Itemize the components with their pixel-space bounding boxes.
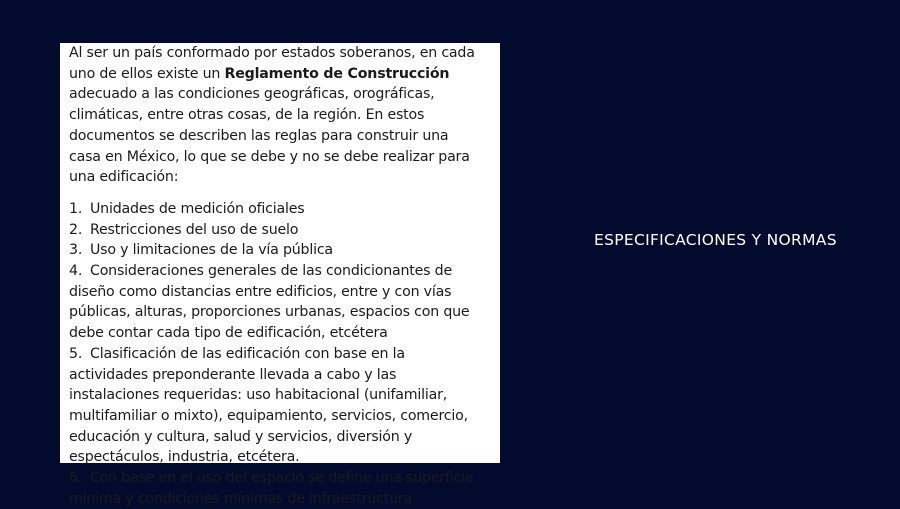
list-item-number: 3. [69,242,83,259]
list-item [69,261,478,344]
intro-paragraph [69,43,478,188]
section-title: ESPECIFICACIONES Y NORMAS [594,231,837,249]
rules-list [69,199,478,509]
list-item [69,468,478,509]
list-item [69,344,478,468]
list-item-text: Unidades de medición oficiales [90,200,305,217]
document-content [60,43,500,509]
list-item [69,220,478,241]
list-item-number: 6. [69,470,83,487]
list-item-text: Uso y limitaciones de la vía pública [90,242,333,259]
list-item-number: 2. [69,221,83,238]
list-item-text: Con base en el uso del espacio se define una superficie mínima y condiciones mínimas de infraestructura [69,470,474,507]
list-item [69,199,478,220]
list-item-text: Restricciones del uso de suelo [90,221,299,238]
list-item-number: 5. [69,345,83,362]
intro-text-start: Al ser un país conformado por estados soberanos, en cada uno de ellos existe un [69,45,475,82]
document-panel [60,43,500,507]
intro-text-end: adecuado a las condiciones geográficas, orográficas, climáticas, entre otras cosas, de la región. En estos documentos se describen las reglas para construir una casa en México, lo que se debe y no se debe realizar para una edificación: [69,86,470,186]
list-item [69,240,478,261]
list-item-text: Consideraciones generales de las condicionantes de diseño como distancias entre edificios, entre y con vías públicas, alturas, proporciones urbanas, espacios con que debe contar cada tipo de edificación, etcétera [69,263,470,342]
list-item-number: 4. [69,263,83,280]
list-item-text: Clasificación de las edificación con base en la actividades preponderante llevada a cabo y las instalaciones requeridas: uso habitacional (unifamiliar, multifamiliar o mixto), equipamiento, servicios, comercio, educación y cultura, salud y servicios, diversión y espectáculos, industria, etcétera. [69,345,468,466]
list-item-number: 1. [69,200,83,217]
reglamento-bold-text: Reglamento de Construcción [224,65,450,82]
